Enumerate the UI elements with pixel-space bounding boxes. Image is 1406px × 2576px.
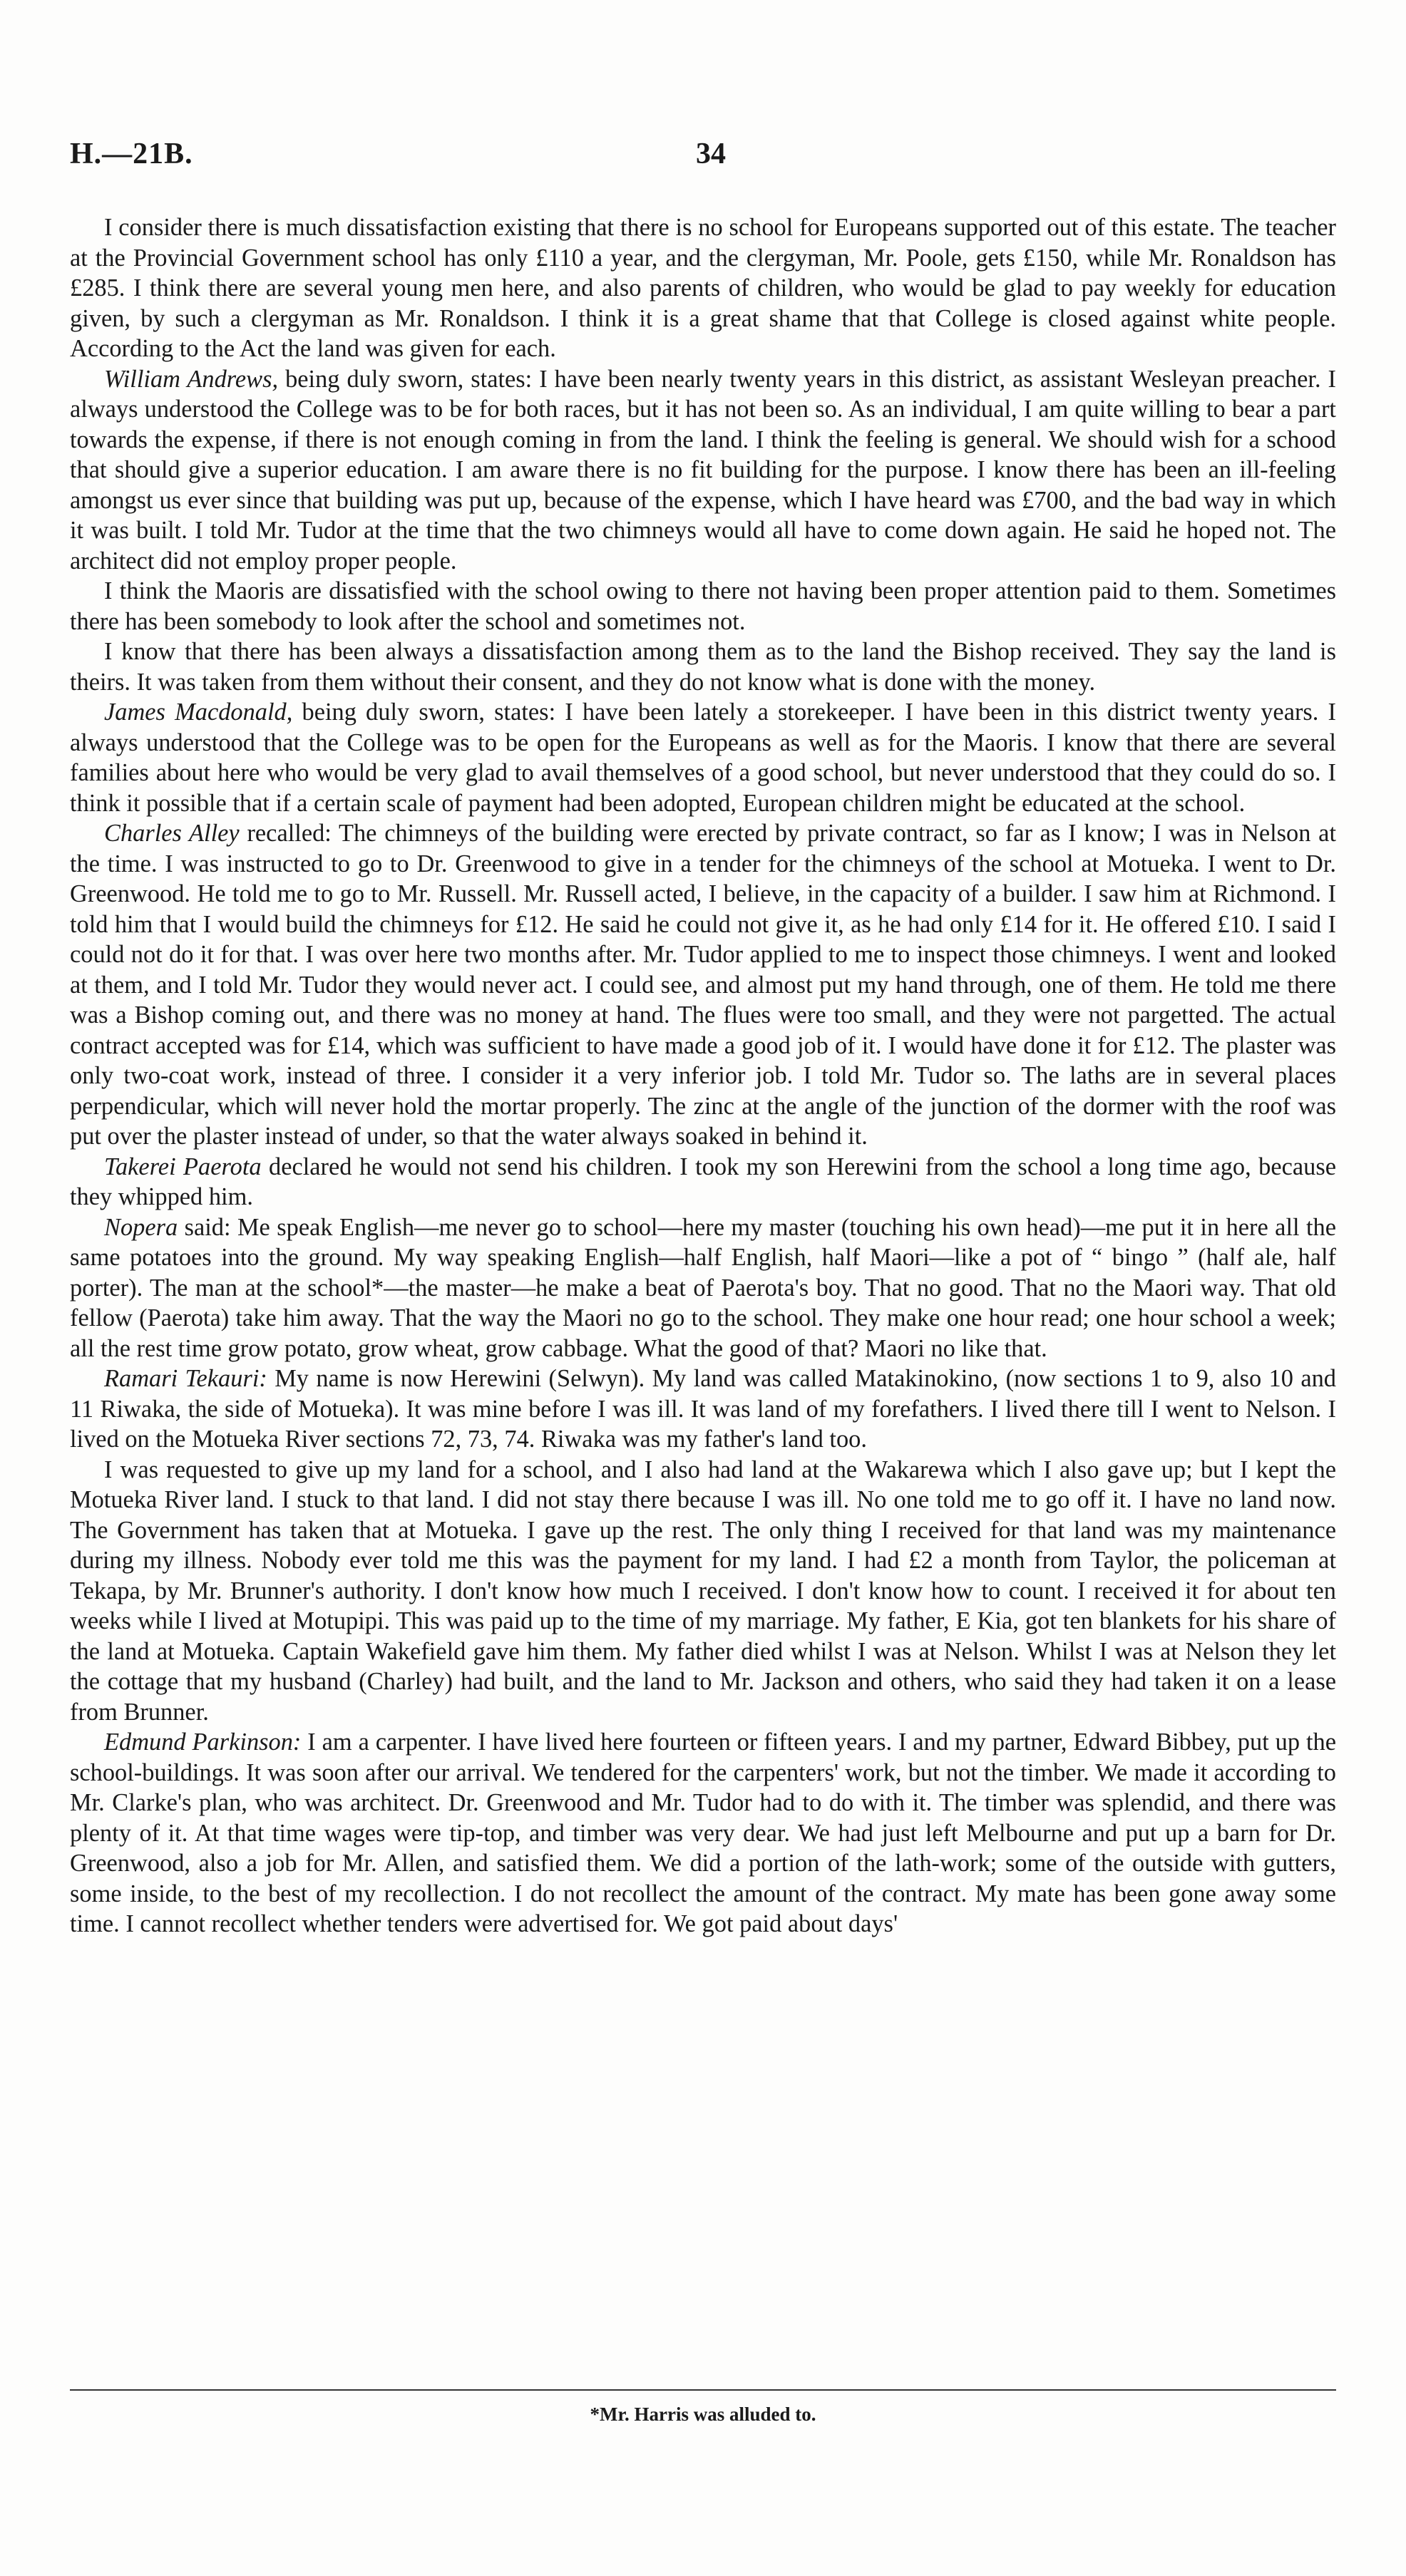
- paragraph: [70, 212, 1336, 364]
- speaker-name: Nopera: [104, 1213, 178, 1241]
- paragraph: [70, 576, 1336, 637]
- speaker-name: Charles Alley: [104, 820, 240, 847]
- paragraph-text: declared he would not send his children. I took my son Herewini from the school a long time ago, because they whipped him.: [70, 1153, 1336, 1210]
- speaker-name: Edmund Parkinson:: [104, 1729, 302, 1756]
- speaker-name: Takerei Paerota: [104, 1153, 262, 1180]
- paragraph-text: My name is now Herewini (Selwyn). My land was called Matakinokino, (now sections 1 to 9, also 10 and 11 Riwaka, the side of Motueka). It was mine before I was ill. It was land of my forefathers. I lived there till I went to Nelson. I lived on the Motueka River sections 72, 73, 74. Riwaka was my father's land too.: [70, 1365, 1336, 1453]
- body-text: [70, 212, 1336, 2379]
- paragraph: [70, 1152, 1336, 1212]
- speaker-name: James Macdonald,: [104, 699, 293, 726]
- paragraph: [70, 364, 1336, 577]
- paragraph: [70, 1455, 1336, 1728]
- paragraph-text: I consider there is much dissatisfaction existing that there is no school for Europeans supported out of this estate. The teacher at the Provincial Government school has only £110 a year, and the clergyman, Mr. Poole, gets £150, while Mr. Ronaldson has £285. I think there are several young men here, and also parents of children, who would be glad to pay weekly for education given, by such a clergyman as Mr. Ronaldson. I think it is a great shame that that College is closed against white people. According to the Act the land was given for each.: [70, 214, 1336, 362]
- page-header: [70, 137, 1336, 180]
- paragraph-text: recalled: The chimneys of the building were erected by private contract, so far as I know; I was in Nelson at the time. I was instructed to go to Dr. Greenwood to give in a tender for the chimneys of the school at Motueka. I went to Dr. Greenwood. He told me to go to Mr. Russell. Mr. Russell acted, I believe, in the capacity of a builder. I saw him at Richmond. I told him that I would build the chimneys for £12. He said he could not give it, as he had only £14 for it. He offered £10. I said I could not do it for that. I was over here two months after. Mr. Tudor applied to me to inspect those chimneys. I went and looked at them, and I told Mr. Tudor they would never act. I could see, and almost put my hand through, one of them. He told me there was a Bishop coming out, and there was no money at hand. The flues were too small, and they were not pargetted. The actual contract accepted was for £14, which was sufficient to have made a good job of it. I would have done it for £12. The plaster was only two-coat work, instead of three. I consider it a very inferior job. I told Mr. Tudor so. The laths are in several places perpendicular, which will never hold the mortar properly. The zinc at the angle of the junction of the dormer with the roof was put over the plaster instead of under, so that the water always soaked in behind it.: [70, 820, 1336, 1150]
- paragraph-text: being duly sworn, states: I have been nearly twenty years in this district, as assistant Wesleyan preacher. I always understood the College was to be for both races, but it has not been so. As an individual, I am quite willing to bear a part towards the expense, if there is not enough coming in from the land. I think the feeling is general. We should wish for a schood that should give a superior education. I am aware there is no fit building for the purpose. I know there has been an ill-feeling amongst us ever since that building was put up, because of the expense, which I have heard was £700, and the bad way in which it was built. I told Mr. Tudor at the time that the two chimneys would all have to come down again. He said he hoped not. The architect did not employ proper people.: [70, 365, 1336, 575]
- paragraph: [70, 1727, 1336, 1939]
- paragraph-text: I know that there has been always a dissatisfaction among them as to the land the Bishop received. They say the land is theirs. It was taken from them without their consent, and they do not know what is done with the money.: [70, 638, 1336, 696]
- page-number: 34: [696, 138, 726, 170]
- paragraph: [70, 818, 1336, 1152]
- document-reference: H.—21B.: [70, 138, 193, 170]
- paragraph: [70, 697, 1336, 818]
- paragraph-text: I am a carpenter. I have lived here fourteen or fifteen years. I and my partner, Edward Bibbey, put up the school-buildings. It was soon after our arrival. We tendered for the carpenters' work, but not the timber. We made it according to Mr. Clarke's plan, who was architect. Dr. Greenwood and Mr. Tudor had to do with it. The timber was splendid, and there was plenty of it. At that time wages were tip-top, and timber was very dear. We had just left Melbourne and put up a barn for Dr. Greenwood, also a job for Mr. Allen, and satisfied them. We did a portion of the lath-work; some of the outside with gutters, some inside, to the best of my recollection. I do not recollect the amount of the contract. My mate has been gone away some time. I cannot recollect whether tenders were advertised for. We got paid about days': [70, 1729, 1336, 1937]
- paragraph-text: I think the Maoris are dissatisfied with the school owing to there not having been proper attention paid to them. Sometimes there has been somebody to look after the school and sometimes not.: [70, 577, 1336, 635]
- footnote-divider: [70, 2389, 1336, 2391]
- speaker-name: Ramari Tekauri:: [104, 1365, 267, 1392]
- paragraph: [70, 1212, 1336, 1364]
- paragraph-text: said: Me speak English—me never go to school—here my master (touching his own head)—me put it in here all the same potatoes into the ground. My way speaking English—half English, half Maori—like a pot of “ bingo ” (half ale, half porter). The man at the school*—the master—he make a beat of Paerota's boy. That no good. That no the Maori way. That old fellow (Paerota) take him away. That the way the Maori no go to the school. They make one hour read; one hour school a week; all the rest time grow potato, grow wheat, grow cabbage. What the good of that? Maori no like that.: [70, 1213, 1336, 1362]
- paragraph: [70, 637, 1336, 697]
- paragraph-text: being duly sworn, states: I have been lately a storekeeper. I have been in this district twenty years. I always understood that the College was to be open for the Europeans as well as for the Maoris. I know that there are several families about here who would be very glad to avail themselves of a good school, but never understood that they could do so. I think it possible that if a certain scale of payment had been adopted, European children might be educated at the school.: [70, 699, 1336, 817]
- speaker-name: William Andrews,: [104, 365, 279, 393]
- paragraph-text: I was requested to give up my land for a school, and I also had land at the Wakarewa which I also gave up; but I kept the Motueka River land. I stuck to that land. I did not stay there because I was ill. No one told me to go off it. I have no land now. The Government has taken that at Motueka. I gave up the rest. The only thing I received for that land was my maintenance during my illness. Nobody ever told me this was the payment for my land. I had £2 a month from Taylor, the policeman at Tekapa, by Mr. Brunner's authority. I don't know how much I received. I don't know how to count. I received it for about ten weeks while I lived at Motupipi. This was paid up to the time of my marriage. My father, E Kia, got ten blankets for his share of the land at Motueka. Captain Wakefield gave him them. My father died whilst I was at Nelson. Whilst I was at Nelson they let the cottage that my husband (Charley) had built, and the land to Mr. Jackson and others, who said they had taken it on a lease from Brunner.: [70, 1456, 1336, 1726]
- paragraph: [70, 1364, 1336, 1455]
- footnote: *Mr. Harris was alluded to.: [590, 2404, 816, 2425]
